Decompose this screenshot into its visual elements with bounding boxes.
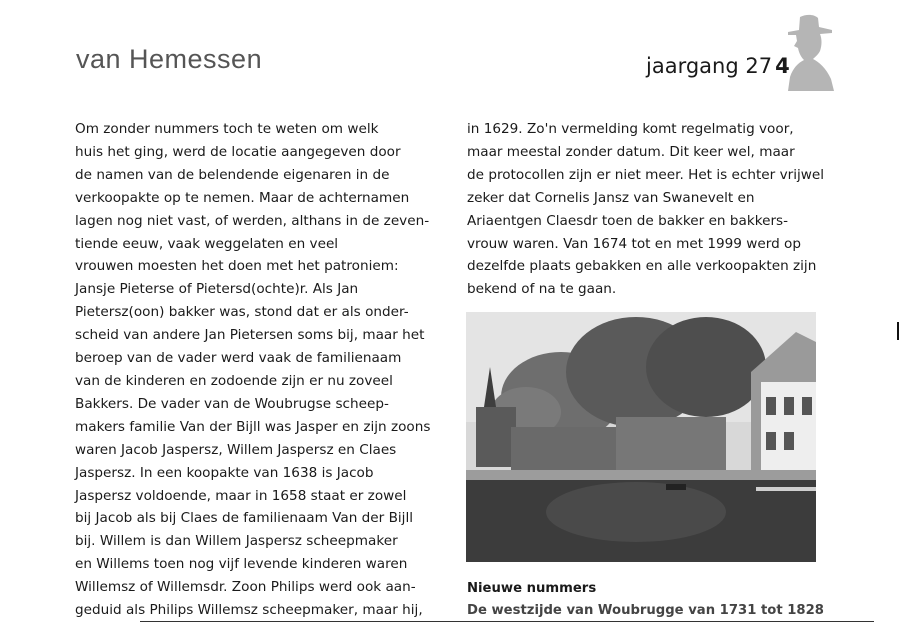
- text-line: de protocollen zijn er niet meer. Het is echter vrijwel: [467, 166, 825, 183]
- text-line: verkoopakte op te nemen. Maar de achternamen: [75, 189, 410, 206]
- text-line: geduid als Philips Willemsz scheepmaker, maar hij,: [75, 602, 423, 619]
- text-line: vrouwen moesten het doen met het patroniem:: [75, 258, 399, 275]
- text-line: in 1629. Zo'n vermelding komt regelmatig voor,: [467, 121, 794, 137]
- historic-photo-woubrugge: [466, 312, 816, 562]
- text-line: Bakkers. De vader van de Woubrugse scheep-: [75, 395, 389, 412]
- page-number: 4: [775, 54, 790, 78]
- text-line: de namen van de belendende eigenaren in de: [75, 166, 390, 183]
- man-with-hat-silhouette-icon: [782, 13, 840, 91]
- article-right-column: [467, 118, 827, 301]
- text-line: Om zonder nummers toch te weten om welk: [75, 121, 379, 137]
- text-line: Jaspersz voldoende, maar in 1658 staat er zowel: [75, 487, 407, 504]
- text-line: maar meestal zonder datum. Dit keer wel, maar: [467, 143, 795, 160]
- text-line: bekend of na te gaan.: [467, 281, 617, 298]
- text-line: zeker dat Cornelis Jansz van Swanevelt en: [467, 189, 755, 206]
- text-line: vrouw waren. Van 1674 tot en met 1999 werd op: [467, 235, 801, 252]
- text-line: huis het ging, werd de locatie aangegeven door: [75, 143, 401, 160]
- text-line: Jansje Pieterse of Pietersd(ochte)r. Als Jan: [75, 281, 359, 298]
- text-line: bij. Willem is dan Willem Jaspersz scheepmaker: [75, 533, 398, 550]
- text-line: Ariaentgen Claesdr toen de bakker en bakkers-: [467, 212, 789, 229]
- text-line: Jaspersz. In een koopakte van 1638 is Jacob: [75, 464, 374, 481]
- text-line: lagen nog niet vast, of werden, althans in de zeven-: [75, 212, 430, 229]
- text-line: scheid van andere Jan Pietersen soms bij, maar het: [75, 327, 425, 344]
- text-line: en Willems toen nog vijf levende kinderen waren: [75, 556, 408, 573]
- page-title: van Hemessen: [76, 44, 263, 74]
- text-line: waren Jacob Jaspersz, Willem Jaspersz en Claes: [75, 441, 397, 458]
- text-line: beroep van de vader werd vaak de familienaam: [75, 350, 402, 367]
- photo-caption: [467, 578, 824, 622]
- text-line: tiende eeuw, vaak weggelaten en veel: [75, 235, 339, 252]
- issue-label: jaargang 27: [646, 54, 773, 78]
- text-line: bij Jacob als bij Claes de familienaam Van der Bijll: [75, 510, 414, 527]
- text-line: makers familie Van der Bijll was Jasper en zijn zoons: [75, 418, 431, 435]
- issue-indicator: [646, 54, 790, 78]
- article-left-column: [75, 118, 435, 622]
- caption-subtitle: De westzijde van Woubrugge van 1731 tot 1828: [467, 603, 824, 618]
- caption-title: Nieuwe nummers: [467, 581, 597, 596]
- text-line: dezelfde plaats gebakken en alle verkoopakten zijn: [467, 258, 817, 275]
- text-line: Willemsz of Willemsdr. Zoon Philips werd ook aan-: [75, 579, 416, 596]
- text-cursor: [897, 322, 899, 340]
- text-line: van de kinderen en zodoende zijn er nu zoveel: [75, 372, 393, 389]
- text-line: Pietersz(oon) bakker was, stond dat er als onder-: [75, 304, 409, 321]
